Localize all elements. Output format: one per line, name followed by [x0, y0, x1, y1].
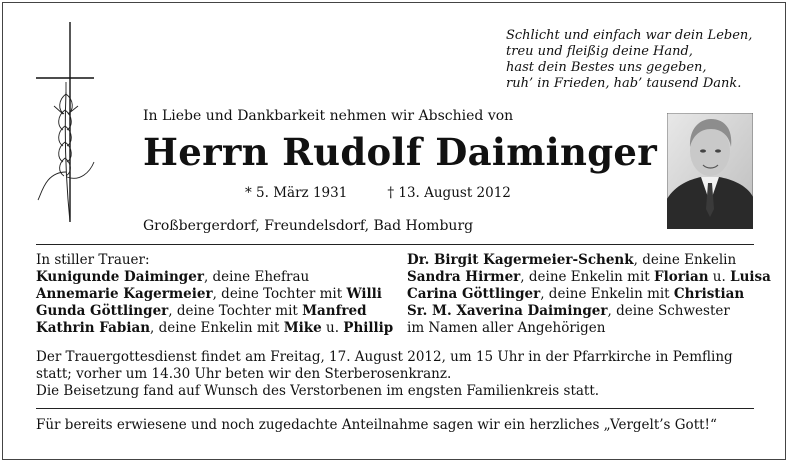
portrait-photo	[667, 113, 753, 229]
service-line: Die Beisetzung fand auf Wunsch des Verstorbenen im engsten Familienkreis statt.	[36, 383, 600, 399]
poem-line: hast dein Bestes uns gegeben,	[506, 60, 707, 75]
poem-line: treu und fleißig deine Hand,	[506, 44, 693, 59]
divider-bottom	[36, 408, 754, 409]
mourner-line: Annemarie Kagermeier, deine Tochter mit Willi	[36, 286, 382, 302]
mourner-line: Kunigunde Daiminger, deine Ehefrau	[36, 269, 310, 285]
mourner-line: Sandra Hirmer, deine Enkelin mit Florian u. Luisa	[407, 269, 771, 285]
birth-date: * 5. März 1931	[245, 185, 348, 201]
life-dates	[245, 185, 511, 201]
mourner-line: Sr. M. Xaverina Daiminger, deine Schwester	[407, 303, 730, 319]
places: Großbergerdorf, Freundelsdorf, Bad Homburg	[143, 218, 474, 234]
poem	[506, 28, 778, 92]
poem-line: ruh’ in Frieden, hab’ tausend Dank.	[506, 76, 742, 91]
mourner-line: Kathrin Fabian, deine Enkelin mit Mike u. Phillip	[36, 320, 394, 336]
service-info	[36, 349, 766, 400]
mourners-left	[36, 252, 393, 337]
mourners-right	[407, 252, 771, 337]
poem-line: Schlicht und einfach war dein Leben,	[506, 28, 753, 43]
mourner-line: Gunda Göttlinger, deine Tochter mit Manfred	[36, 303, 367, 319]
deceased-name: Herrn Rudolf Daiminger	[143, 130, 658, 174]
thanks-text: Für bereits erwiesene und noch zugedachte Anteilnahme sagen wir ein herzliches „Vergelt’s Gott!“	[36, 417, 717, 433]
divider-top	[36, 244, 754, 245]
cross-with-wheat-icon	[36, 22, 96, 222]
service-line: statt; vorher um 14.30 Uhr beten wir den Sterberosenkranz.	[36, 366, 452, 382]
intro-text: In Liebe und Dankbarkeit nehmen wir Abschied von	[143, 108, 514, 124]
mourner-line: Dr. Birgit Kagermeier-Schenk, deine Enkelin	[407, 252, 737, 268]
mourners-heading: In stiller Trauer:	[36, 252, 150, 268]
death-date: † 13. August 2012	[387, 185, 511, 201]
mourner-line: Carina Göttlinger, deine Enkelin mit Christian	[407, 286, 745, 302]
mourner-line: im Namen aller Angehörigen	[407, 320, 606, 336]
service-line: Der Trauergottesdienst findet am Freitag, 17. August 2012, um 15 Uhr in der Pfarrkirche in Pemfling	[36, 349, 733, 365]
